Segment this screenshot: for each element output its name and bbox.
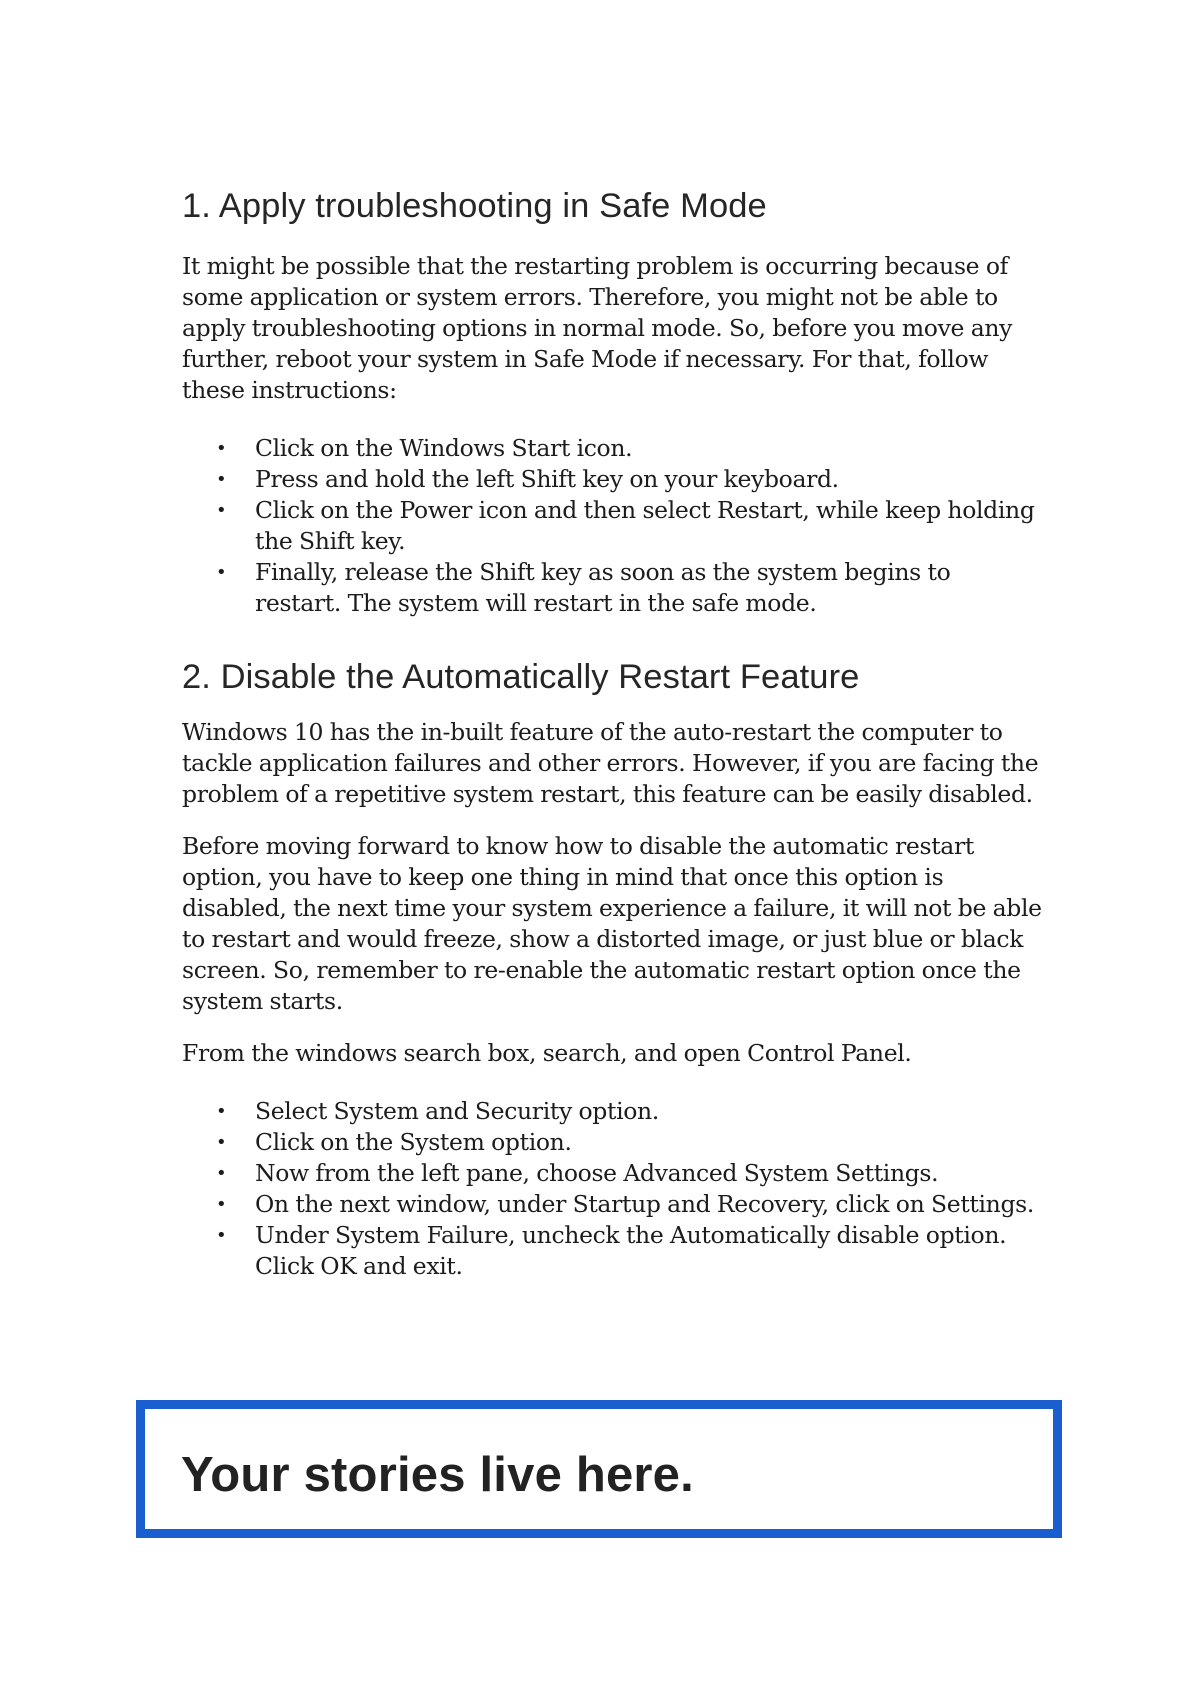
list-item [182,1158,1042,1189]
bullet-icon: • [216,500,227,521]
list-item [182,557,1042,619]
list-item-text: Under System Failure, uncheck the Automatically disable option. Click OK and exit. [255,1221,1007,1280]
list-item-text: Click on the Windows Start icon. [255,434,633,462]
list-item-text: Click on the Power icon and then select Restart, while keep holding the Shift key. [255,496,1035,555]
section-1-steps-list [182,433,1042,619]
list-item [182,495,1042,557]
bullet-icon: • [216,1194,227,1215]
promo-banner[interactable] [136,1400,1062,1538]
document-content [182,186,1042,1282]
list-item [182,464,1042,495]
section-2-steps-list [182,1096,1042,1282]
section-2-paragraph-3: From the windows search box, search, and open Control Panel. [182,1039,912,1067]
section-1-heading: 1. Apply troubleshooting in Safe Mode [182,187,767,225]
list-item [182,1189,1042,1220]
list-item-text: On the next window, under Startup and Recovery, click on Settings. [255,1190,1034,1218]
bullet-icon: • [216,438,227,459]
bullet-icon: • [216,469,227,490]
section-2-heading: 2. Disable the Automatically Restart Feature [182,658,860,696]
banner-title: Your stories live here. [181,1448,694,1502]
bullet-icon: • [216,1225,227,1246]
section-2-paragraph-2: Before moving forward to know how to disable the automatic restart option, you have to keep one thing in mind that once this option is disabled, the next time your system experience a failure, it will not be able to restart and would freeze, show a distorted image, or just blue or black screen. So, remember to re-enable the automatic restart option once the system starts. [182,832,1042,1015]
bullet-icon: • [216,1101,227,1122]
list-item-text: Finally, release the Shift key as soon as the system begins to restart. The system will restart in the safe mode. [255,558,951,617]
list-item [182,1220,1042,1282]
bullet-icon: • [216,1132,227,1153]
list-item [182,1096,1042,1127]
list-item [182,433,1042,464]
list-item-text: Now from the left pane, choose Advanced System Settings. [255,1159,939,1187]
list-item-text: Select System and Security option. [255,1097,659,1125]
section-1-paragraph: It might be possible that the restarting problem is occurring because of some application or system errors. Therefore, you might not be able to apply troubleshooting options in normal mode. So, before you move any further, reboot your system in Safe Mode if necessary. For that, follow these instructions: [182,252,1013,404]
section-2-paragraph-1: Windows 10 has the in-built feature of the auto-restart the computer to tackle application failures and other errors. However, if you are facing the problem of a repetitive system restart, this feature can be easily disabled. [182,718,1039,808]
bullet-icon: • [216,562,227,583]
list-item [182,1127,1042,1158]
list-item-text: Press and hold the left Shift key on your keyboard. [255,465,839,493]
bullet-icon: • [216,1163,227,1184]
list-item-text: Click on the System option. [255,1128,572,1156]
